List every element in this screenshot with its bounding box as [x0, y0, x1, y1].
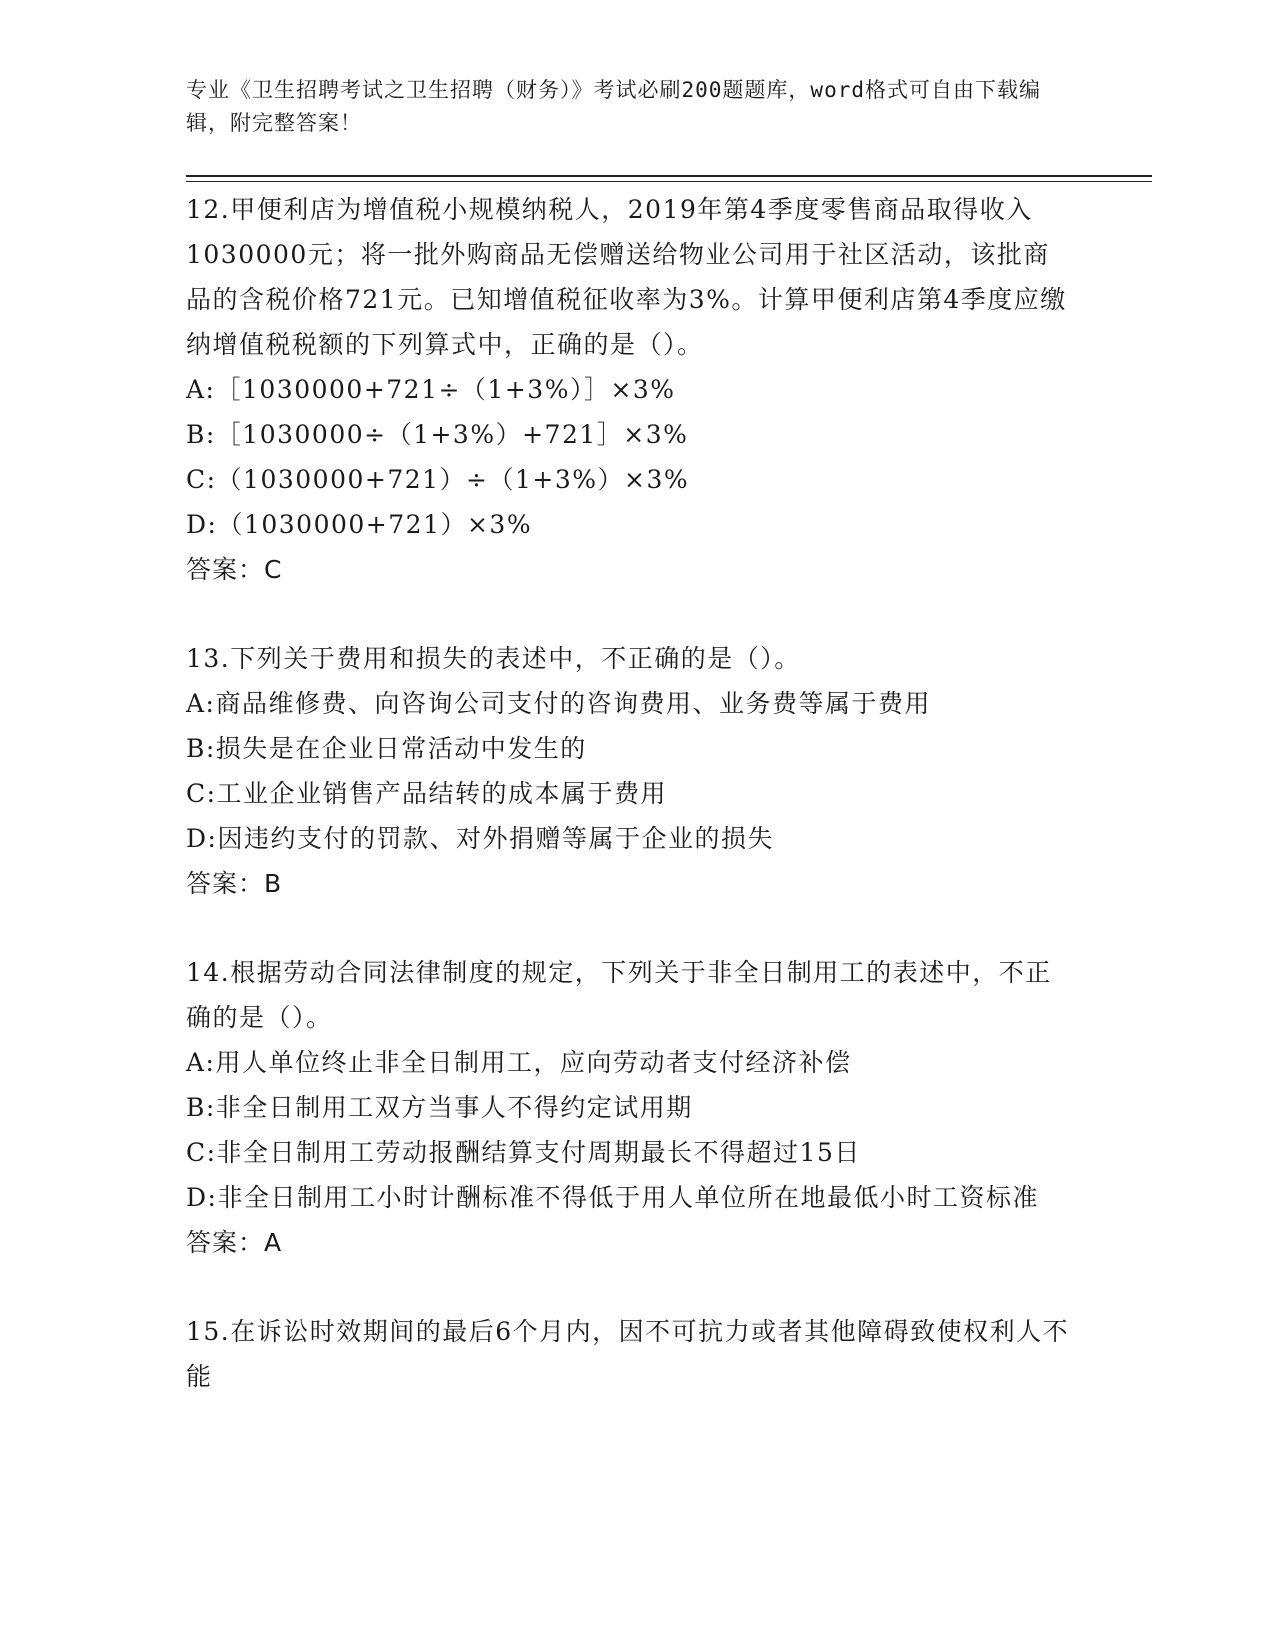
question-stem: 13.下列关于费用和损失的表述中，不正确的是（）。 [186, 644, 801, 673]
option-a: A:商品维修费、向咨询公司支付的咨询费用、业务费等属于费用 [186, 689, 931, 718]
question-15 [186, 1309, 1086, 1399]
option-d: D:（1030000+721）×3% [186, 510, 533, 539]
header-divider-thin [186, 181, 1152, 182]
question-list [186, 187, 1086, 1443]
answer-line: 答案：A [186, 1228, 283, 1257]
question-14 [186, 950, 1086, 1265]
header-divider-thick [186, 175, 1152, 177]
option-a: A:［1030000+721÷（1+3%）］×3% [186, 375, 676, 404]
answer-line: 答案：C [186, 555, 283, 584]
question-13 [186, 636, 1086, 906]
option-c: C:（1030000+721）÷（1+3%）×3% [186, 465, 690, 494]
document-header: 专业《卫生招聘考试之卫生招聘（财务）》考试必刷200题题库，word格式可自由下载编辑，附完整答案！ [186, 78, 1041, 135]
option-b: B:［1030000÷（1+3%）+721］×3% [186, 420, 689, 449]
option-c: C:工业企业销售产品结转的成本属于费用 [186, 779, 668, 808]
option-d: D:非全日制用工小时计酬标准不得低于用人单位所在地最低小时工资标准 [186, 1183, 1039, 1212]
question-stem: 15.在诉讼时效期间的最后6个月内，因不可抗力或者其他障碍致使权利人不能 [186, 1317, 1070, 1391]
option-d: D:因违约支付的罚款、对外捐赠等属于企业的损失 [186, 824, 774, 853]
question-stem: 14.根据劳动合同法律制度的规定，下列关于非全日制用工的表述中，不正确的是（）。 [186, 958, 1052, 1032]
option-a: A:用人单位终止非全日制用工，应向劳动者支付经济补偿 [186, 1048, 852, 1077]
option-c: C:非全日制用工劳动报酬结算支付周期最长不得超过15日 [186, 1138, 861, 1167]
option-b: B:损失是在企业日常活动中发生的 [186, 734, 587, 763]
question-12 [186, 187, 1086, 592]
answer-line: 答案：B [186, 869, 283, 898]
question-stem: 12.甲便利店为增值税小规模纳税人，2019年第4季度零售商品取得收入1030000元；将一批外购商品无偿赠送给物业公司用于社区活动，该批商品的含税价格721元。已知增值税征收率为3%。计算甲便利店第4季度应缴纳增值税税额的下列算式中，正确的是（）。 [186, 195, 1067, 359]
option-b: B:非全日制用工双方当事人不得约定试用期 [186, 1093, 693, 1122]
